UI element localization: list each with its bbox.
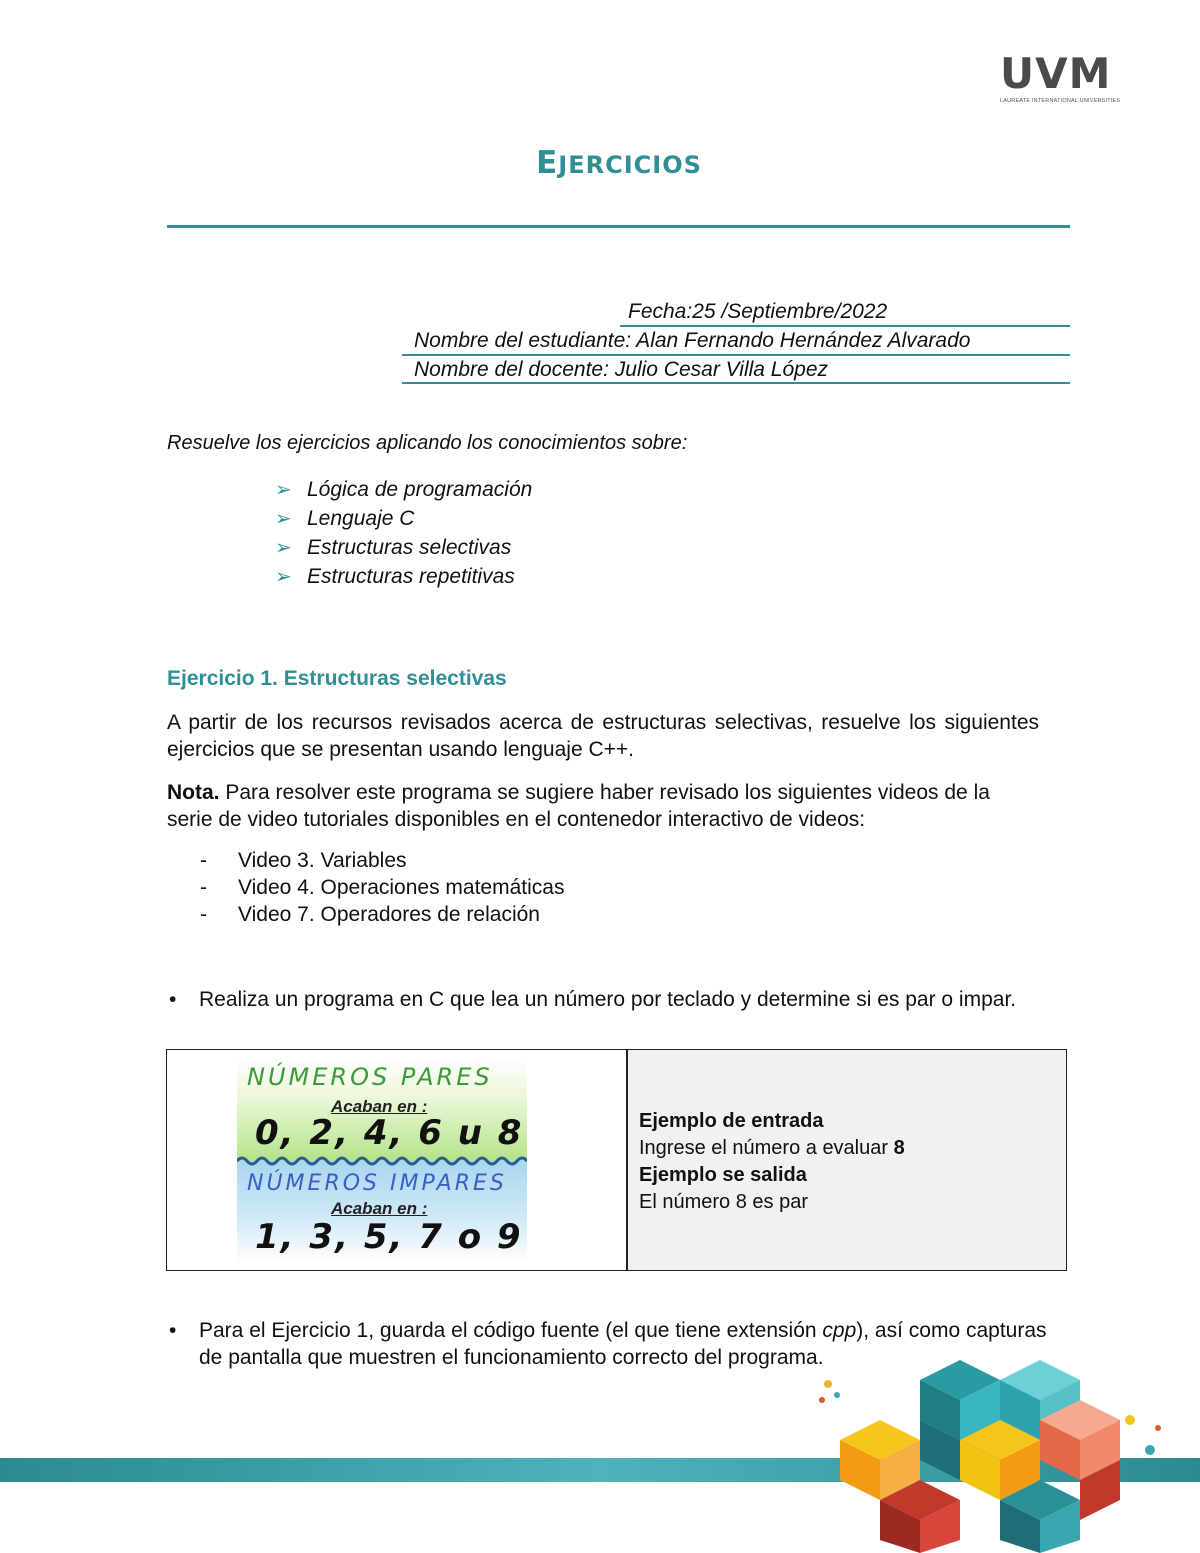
arrow-bullet-icon: ➢	[275, 566, 292, 588]
note-paragraph: Nota. Para resolver este programa se sugiere haber revisado los siguientes videos de la serie de video tutoriales disponibles en el contenedor interactivo de videos:	[167, 781, 990, 831]
video-item: - Video 3. Variables	[200, 849, 407, 872]
fecha-line: Fecha:25 /Septiembre/2022	[628, 300, 888, 323]
impares-numbers: 1, 3, 5, 7 o 9	[255, 1217, 523, 1257]
topic-item: ➢ Estructuras repetitivas	[275, 564, 515, 588]
task-bullet: • Para el Ejercicio 1, guarda el código fuente (el que tiene extensión cpp), así como capturas de pantalla que muestren el funcionamiento correcto del programa.	[169, 1319, 1047, 1369]
teacher-underline	[402, 382, 1070, 384]
even-odd-numbers-image	[237, 1057, 527, 1263]
input-example-line: Ingrese el número a evaluar 8	[639, 1137, 905, 1159]
topic-item: ➢ Lenguaje C	[275, 506, 415, 530]
pares-subtitle: Acaban en :	[331, 1097, 428, 1116]
impares-title: NÚMEROS IMPARES	[247, 1171, 507, 1196]
wave-divider-icon	[237, 1153, 527, 1169]
exercise-paragraph: A partir de los recursos revisados acerca de estructuras selectivas, resuelve los siguientes ejercicios que se presentan usando lenguaje C++.	[167, 711, 1039, 761]
output-example-label: Ejemplo se salida	[639, 1164, 807, 1186]
topic-item: ➢ Lógica de programación	[275, 477, 533, 501]
topic-item: ➢ Estructuras selectivas	[275, 535, 512, 559]
arrow-bullet-icon: ➢	[275, 508, 292, 530]
student-underline	[402, 354, 1070, 356]
exercise-heading: Ejercicio 1. Estructuras selectivas	[167, 667, 507, 690]
table-divider	[626, 1050, 628, 1270]
example-table	[166, 1049, 1067, 1271]
uvm-logo	[1000, 49, 1122, 104]
page-title: EJERCICIOS	[536, 145, 702, 181]
video-item: - Video 4. Operaciones matemáticas	[200, 876, 565, 899]
title-divider	[167, 225, 1070, 228]
pares-numbers: 0, 2, 4, 6 u 8	[255, 1113, 524, 1153]
example-text	[639, 1108, 905, 1216]
intro-text: Resuelve los ejercicios aplicando los conocimientos sobre:	[167, 432, 688, 454]
logo-text: UVM	[1000, 49, 1112, 98]
arrow-bullet-icon: ➢	[275, 479, 292, 501]
output-example-line: El número 8 es par	[639, 1191, 808, 1213]
task-bullet: • Realiza un programa en C que lea un número por teclado y determine si es par o impar.	[169, 988, 1017, 1011]
student-line: Nombre del estudiante: Alan Fernando Hernández Alvarado	[414, 329, 971, 352]
teacher-line: Nombre del docente: Julio Cesar Villa López	[414, 358, 829, 381]
impares-subtitle: Acaban en :	[331, 1199, 428, 1218]
input-example-label: Ejemplo de entrada	[639, 1110, 824, 1132]
logo-tagline: LAUREATE INTERNATIONAL UNIVERSITIES	[1000, 98, 1121, 104]
decorative-cubes-icon	[800, 1340, 1200, 1553]
video-item: - Video 7. Operadores de relación	[200, 903, 540, 926]
pares-title: NÚMEROS PARES	[247, 1063, 493, 1091]
arrow-bullet-icon: ➢	[275, 537, 292, 559]
fecha-underline	[620, 325, 1070, 327]
